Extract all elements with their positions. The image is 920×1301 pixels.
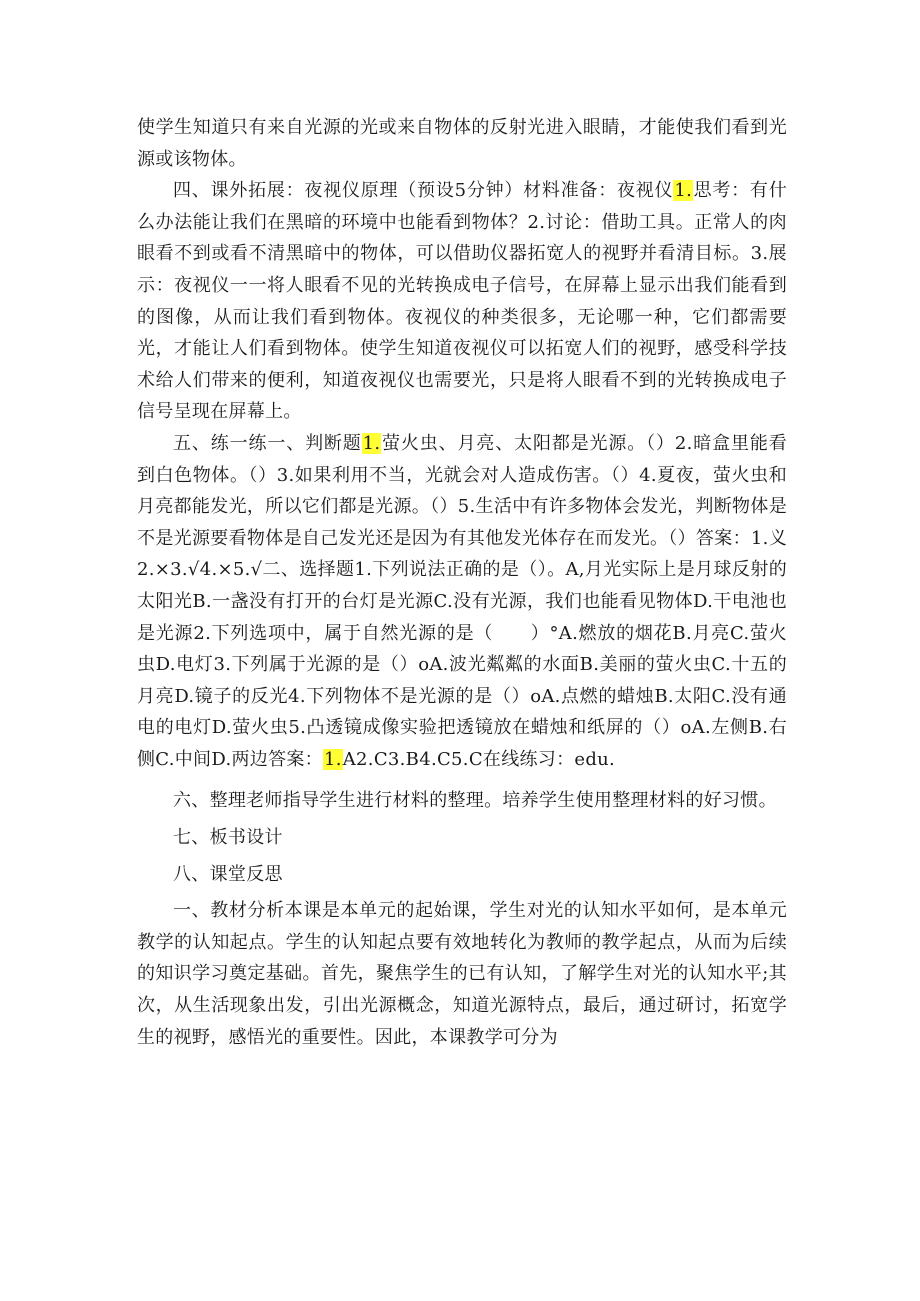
paragraph-p3 [137,428,787,776]
highlighted-text: 1. [674,180,693,202]
text-run: A2.C3.B4.C5.C在线练习：edu. [342,748,616,770]
paragraph-p4 [137,785,787,817]
text-run: 萤火虫、月亮、太阳都是光源。（）2.暗盒里能看到白色物体。（）3.如果利用不当，光就会对人造成伤害。（）4.夏夜，萤火虫和月亮都能发光，所以它们都是光源。（）5.生活中有许多物体会发光，判断物体是不是光源要看物体是自己发光还是因为有其他发光体存在而发光。（）答案：1.义2.×3.√4.×5.√二、选择题1.下列说法正确的是（）。A,月光实际上是月球反射的太阳光B.一盏没有打开的台灯是光源C.没有光源，我们也能看见物体D.干电池也是光源2.下列选项中，属于自然光源的是（ ）°A.燃放的烟花B.月亮C.萤火虫D.电灯3.下列属于光源的是（）oA.波光粼粼的水面B.美丽的萤火虫C.十五的月亮D.镜子的反光4.下列物体不是光源的是（）oA.点燃的蜡烛B.太阳C.没有通电的电灯D.萤火虫5.凸透镜成像实验把透镜放在蜡烛和纸屏的（）oA.左侧B.右侧C.中间D.两边答案： [137,432,787,770]
text-run: 四、课外拓展：夜视仪原理（预设5分钟）材料准备：夜视仪 [173,180,674,202]
paragraph-p1 [137,112,787,175]
text-run: 八、课堂反思 [173,863,283,885]
highlighted-text: 1. [362,432,381,454]
text-run: 使学生知道只有来自光源的光或来自物体的反射光进入眼睛，才能使我们看到光源或该物体。 [137,117,787,170]
text-run: 思考：有什么办法能让我们在黑暗的环境中也能看到物体？2.讨论：借助工具。正常人的肉眼看不到或看不清黑暗中的物体，可以借助仪器拓宽人的视野并看清目标。3.展示：夜视仪一一将人眼看不见的光转换成电子信号，在屏幕上显示出我们能看到的图像，从而让我们看到物体。夜视仪的种类很多，无论哪一种，它们都需要光，才能让人们看到物体。使学生知道夜视仪可以拓宽人们的视野，感受科学技术给人们带来的便利，知道夜视仪也需要光，只是将人眼看不到的光转换成电子信号呈现在屏幕上。 [137,180,787,423]
text-run: 一、教材分析本课是本单元的起始课，学生对光的认知水平如何，是本单元教学的认知起点。学生的认知起点要有效地转化为教师的教学起点，从而为后续的知识学习奠定基础。首先，聚焦学生的已有认知，了解学生对光的认知水平;其次，从生活现象出发，引出光源概念，知道光源特点，最后，通过研讨，拓宽学生的视野，感悟光的重要性。因此，本课教学可分为 [137,900,787,1048]
text-run: 五、练一练一、判断题 [173,432,362,454]
text-run: 六、整理老师指导学生进行材料的整理。培养学生使用整理材料的好习惯。 [173,790,777,812]
paragraph-p2 [137,175,787,428]
paragraph-p7 [137,895,787,1053]
paragraph-p5 [137,822,787,854]
document-body [137,112,787,1053]
highlighted-text: 1. [323,748,342,770]
paragraph-p6 [137,859,787,891]
text-run: 七、板书设计 [173,827,283,849]
